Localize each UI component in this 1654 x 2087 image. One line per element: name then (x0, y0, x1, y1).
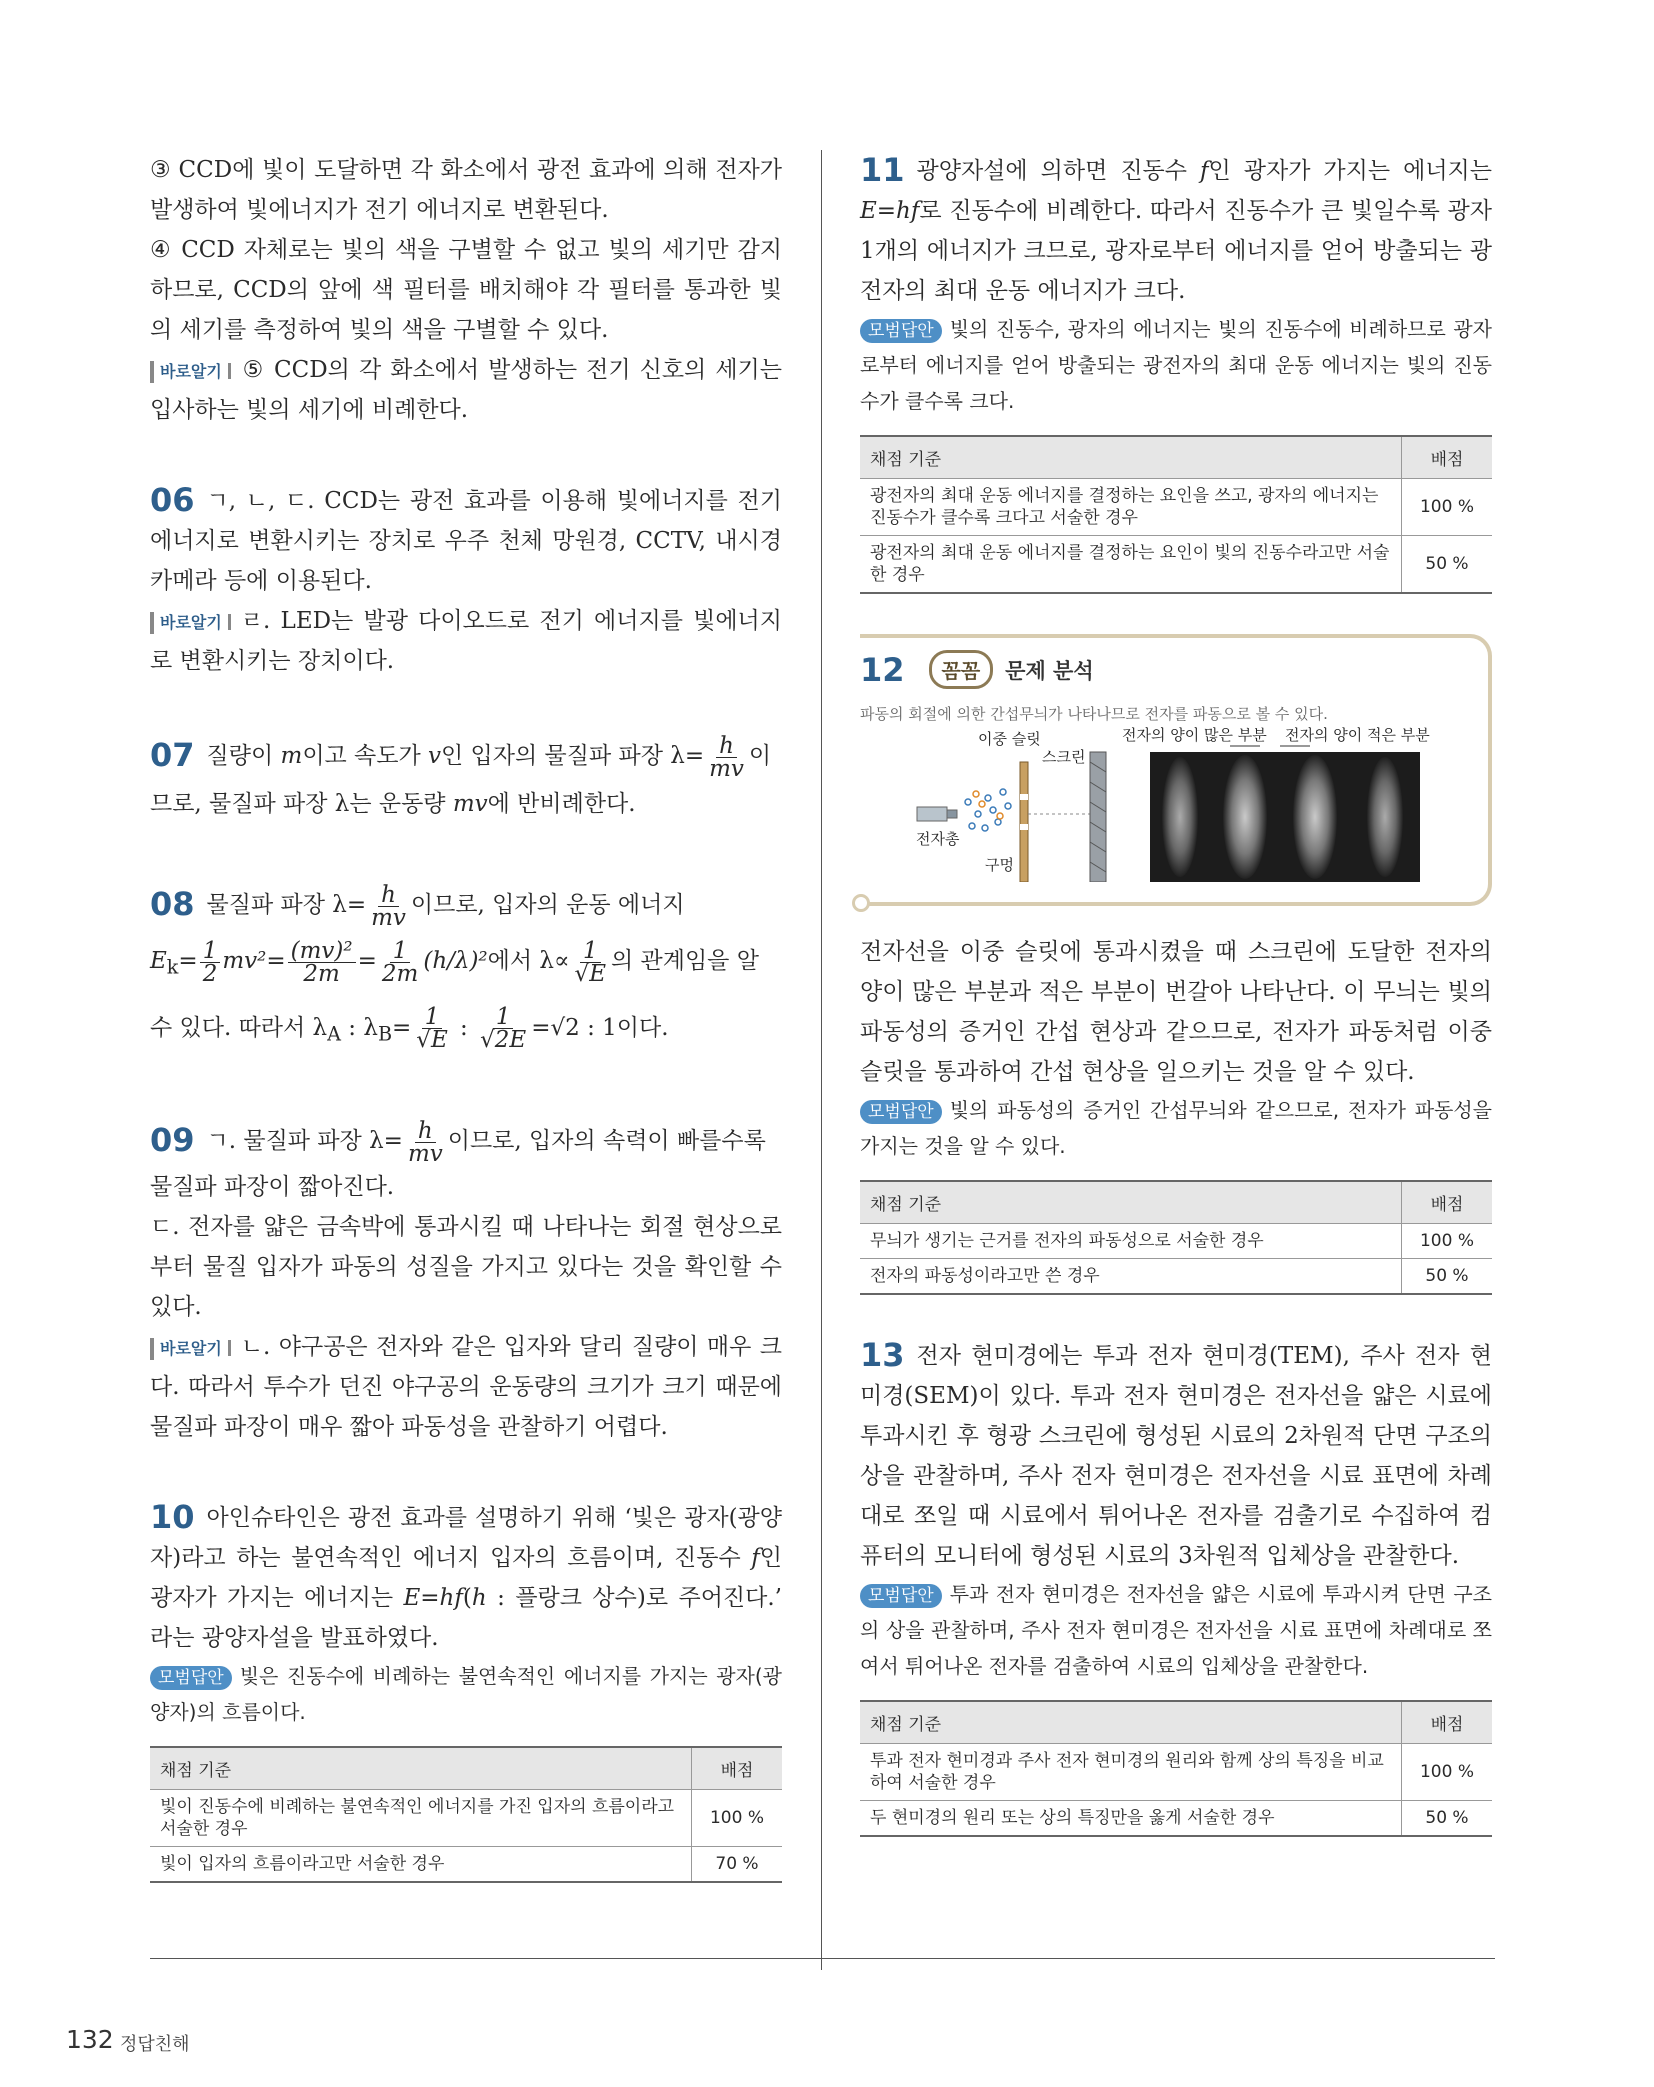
q08-eq3: = (392, 1014, 412, 1041)
frac-numerator: h (716, 735, 737, 758)
label-hole: 구멍 (985, 856, 1014, 874)
frac-numerator: 1 (200, 940, 221, 963)
q08-eq: = (178, 948, 198, 974)
table-header-criteria: 채점 기준 (860, 436, 1402, 479)
q11-score-table (860, 435, 1492, 594)
q09-paragraph-2: ㄷ. 전자를 얇은 금속박에 통과시킬 때 나타나는 회절 현상으로부터 물질 입자가 파동의 성질을 가지고 있다는 것을 확인할 수 있다. (150, 1214, 782, 1321)
model-badge: 모범답안 (860, 1100, 942, 1124)
label-screen: 스크린 (1042, 748, 1086, 766)
q10-model-text: 빛은 진동수에 비례하는 불연속적인 에너지를 가지는 광자(광양자)의 흐름이다. (150, 1664, 782, 1725)
q07-text-e: 므로, 물질파 파장 λ는 운동량 (150, 791, 453, 817)
q11-text-a: 광양자설에 의하면 진동수 (916, 158, 1200, 184)
q08-ek-sub: k (166, 955, 179, 979)
q11-paragraph (860, 150, 1492, 311)
q08-frac-mv2 (288, 937, 356, 987)
table-cell: 광전자의 최대 운동 에너지를 결정하는 요인이 빛의 진동수라고만 서술한 경우 (860, 536, 1402, 594)
frac-numerator: 1 (390, 940, 411, 963)
frac-denominator: 2m (381, 960, 419, 987)
q11-number: 11 (860, 151, 905, 189)
electron-gun-nozzle-icon (947, 810, 957, 818)
q10-var-h: h (471, 1585, 487, 1612)
q08-line-3: 수 있다. 따라서 $\lambda_A$ : $\lambda_B=$ $\frac{1}{√E}$ : $\frac{1}{√2E}$ =√2 : 1이다. (150, 1004, 669, 1054)
table-header-points: 배점 (692, 1747, 783, 1790)
q08-text-c: 에서 λ∝ (487, 948, 570, 974)
table-row (860, 1224, 1492, 1259)
electron-gun-icon (917, 807, 947, 821)
q09-wrong-paragraph (150, 1327, 782, 1447)
footer-rule (150, 1958, 1495, 1959)
q09-fraction (405, 1117, 446, 1167)
analysis-title: 문제 분석 (1005, 658, 1094, 683)
q10-var-f: f (751, 1545, 760, 1572)
q13-model-text: 투과 전자 현미경은 전자선을 얇은 시료에 투과시켜 단면 구조의 상을 관찰하며, 주사 전자 현미경은 전자선을 시료 표면에 차례대로 쪼여서 튀어나온 전자를 검출하여 시료의 입체상을 관찰한다. (860, 1582, 1492, 1678)
frac-denominator: √2E (480, 1027, 527, 1054)
table-row (150, 1790, 782, 1847)
kk-badge: 꼼꼼 (929, 650, 994, 689)
q08-frac-2m (379, 937, 421, 987)
table-cell: 빛이 진동수에 비례하는 불연속적인 에너지를 가진 입자의 흐름이라고 서술한 경우 (150, 1790, 692, 1847)
analysis-note: 파동의 회절에 의한 간섭무늬가 나타나므로 전자를 파동으로 볼 수 있다. (860, 705, 1328, 723)
q07-var-v: v (428, 743, 442, 769)
table-header-row (860, 1181, 1492, 1224)
intro-paragraph-4: ④ CCD 자체로는 빛의 색을 구별할 수 없고 빛의 세기만 감지하므로, CCD의 앞에 색 필터를 배치해야 각 필터를 통과한 빛의 세기를 측정하여 빛의 색을 구별할 수 있다. (150, 237, 782, 343)
label-double-slit: 이중 슬릿 (978, 730, 1041, 748)
frac-numerator: 1 (422, 1006, 443, 1029)
table-header-criteria: 채점 기준 (860, 1181, 1402, 1224)
question-10 (150, 1497, 782, 1883)
slit-gap-icon (1020, 824, 1028, 830)
q10-score-table (150, 1746, 782, 1883)
frac-denominator: 2m (303, 960, 340, 987)
frac-numerator: h (415, 1120, 436, 1143)
wrong-tag: 바로알기 (150, 1338, 237, 1360)
q12-number: 12 (860, 650, 905, 689)
q10-text-c: ( (462, 1585, 472, 1612)
q13-model-answer (860, 1576, 1492, 1684)
model-badge: 모범답안 (860, 319, 942, 343)
q13-score-table (860, 1700, 1492, 1837)
q08-sub-b: B (377, 1022, 393, 1046)
electron-dots-icon (965, 789, 1011, 831)
interference-band-icon (1162, 757, 1198, 877)
table-cell-points: 100 % (1402, 1224, 1493, 1259)
table-header-points: 배점 (1402, 436, 1493, 479)
q10-model-answer (150, 1658, 782, 1730)
q09-number: 09 (150, 1121, 195, 1160)
frac-denominator: 2 (202, 960, 218, 987)
q08-frac-sqrt-2e (477, 1004, 529, 1054)
q10-text-b: 인 광자가 가지는 에너지는 (150, 1545, 782, 1612)
question-07 (150, 731, 782, 828)
table-cell: 빛이 입자의 흐름이라고만 서술한 경우 (150, 1847, 692, 1883)
frac-denominator: mv (371, 904, 406, 931)
table-cell-points: 70 % (692, 1847, 783, 1883)
q08-colon: : λ (340, 1014, 378, 1041)
table-cell: 광전자의 최대 운동 에너지를 결정하는 요인을 쓰고, 광자의 에너지는 진동수가 클수록 크다고 서술한 경우 (860, 479, 1402, 536)
q10-number: 10 (150, 1498, 195, 1537)
q08-number: 08 (150, 885, 195, 923)
table-cell-points: 100 % (692, 1790, 783, 1847)
intro-paragraph-3: ③ CCD에 빛이 도달하면 각 화소에서 광전 효과에 의해 전자가 발생하여 빛에너지가 전기 에너지로 변환된다. (150, 157, 782, 223)
frac-numerator: h (378, 884, 399, 907)
q07-number: 07 (150, 736, 195, 774)
q08-line-1 (150, 878, 782, 931)
question-09 (150, 1114, 782, 1447)
frac-denominator: √E (574, 960, 606, 987)
q07-text-f: 에 반비례한다. (487, 791, 636, 817)
q08-text-e: 수 있다. 따라서 λ (150, 1014, 328, 1041)
interference-band-icon (1223, 755, 1267, 879)
q09-line-2: 물질파 파장이 짧아진다. (150, 1174, 395, 1201)
label-few-electrons: 전자의 양이 적은 부분 (1285, 726, 1430, 744)
question-13 (860, 1335, 1492, 1837)
q06-wrong-paragraph (150, 601, 782, 681)
q08-frac-sqrt-e (413, 1004, 450, 1054)
intro-wrong-paragraph (150, 350, 782, 430)
q07-text-b: 이고 속도가 (302, 743, 429, 769)
right-column (860, 150, 1492, 1837)
q08-line-2 (150, 931, 782, 998)
table-row (860, 1744, 1492, 1801)
double-slit-figure (860, 726, 1478, 882)
q08-frac-half (200, 937, 221, 987)
table-cell-points: 50 % (1402, 536, 1493, 594)
q09-text-a: ㄱ. 물질파 파장 λ= (206, 1128, 403, 1155)
q10-text-d: : 플랑크 상수)로 주어진다.’ 라는 광양자설을 발표하였다. (150, 1585, 782, 1652)
q06-wrong-text: ㄹ. LED는 발광 다이오드로 전기 에너지를 빛에너지로 변환시키는 장치이다. (150, 608, 782, 674)
q08-frac-sqrt-ek (572, 937, 609, 987)
left-column (150, 150, 782, 1883)
q11-formula: E=hf (860, 198, 920, 224)
table-cell: 전자의 파동성이라고만 쓴 경우 (860, 1259, 1402, 1295)
q06-text: ㄱ, ㄴ, ㄷ. CCD는 광전 효과를 이용해 빛에너지를 전기 에너지로 변환시키는 장치로 우주 천체 망원경, CCTV, 내시경 카메라 등에 이용된다. (150, 488, 782, 594)
wrong-tag: 바로알기 (150, 612, 237, 634)
table-cell-points: 100 % (1402, 479, 1493, 536)
q10-paragraph (150, 1497, 782, 1658)
q07-var-mv: mv (452, 791, 488, 817)
q07-paragraph (150, 731, 782, 828)
q11-text-b: 인 광자가 가지는 에너지는 (1208, 158, 1492, 184)
question-08 (150, 878, 782, 1064)
q12-score-table (860, 1180, 1492, 1295)
q13-paragraph (860, 1335, 1492, 1576)
table-cell-points: 50 % (1402, 1259, 1493, 1295)
table-cell-points: 100 % (1402, 1744, 1493, 1801)
q08-text-b: 이므로, 입자의 운동 에너지 (410, 892, 685, 918)
interference-band-icon (1293, 755, 1337, 879)
table-cell: 무늬가 생기는 근거를 전자의 파동성으로 서술한 경우 (860, 1224, 1402, 1259)
frac-numerator: 1 (580, 940, 601, 963)
q09-wrong-text: ㄴ. 야구공은 전자와 같은 입자와 달리 질량이 매우 크다. 따라서 투수가 던진 야구공의 운동량의 크기가 크기 때문에 물질파 파장이 매우 짧아 파동성을 관찰하기 어렵다. (150, 1334, 782, 1441)
q07-fraction (706, 732, 747, 782)
q11-text-c: 로 진동수에 비례한다. 따라서 진동수가 큰 빛일수록 광자 1개의 에너지가 크므로, 광자로부터 에너지를 얻어 방출되는 광전자의 최대 운동 에너지가 크다. (860, 198, 1492, 304)
label-electron-gun: 전자총 (916, 830, 960, 848)
table-header-criteria: 채점 기준 (860, 1701, 1402, 1744)
q08-text-d: 의 관계임을 알 (611, 948, 759, 974)
frac-numerator: 1 (493, 1006, 514, 1029)
q12-model-answer (860, 1092, 1492, 1164)
q11-model-text: 빛의 진동수, 광자의 에너지는 빛의 진동수에 비례하므로 광자로부터 에너지를 얻어 방출되는 광전자의 최대 운동 에너지는 빛의 진동수가 클수록 크다. (860, 317, 1492, 413)
footer-section: 정답친해 (120, 2034, 190, 2055)
table-cell: 두 현미경의 원리 또는 상의 특징만을 옳게 서술한 경우 (860, 1801, 1402, 1837)
q09-text-b: 이므로, 입자의 속력이 빠를수록 (447, 1128, 766, 1155)
double-slit-icon (1020, 762, 1028, 882)
table-header-points: 배점 (1402, 1701, 1493, 1744)
q11-var-f: f (1200, 158, 1209, 184)
q09-line-1 (150, 1114, 782, 1167)
screen-icon (1090, 752, 1106, 882)
label-many-electrons: 전자의 양이 많은 부분 (1122, 726, 1267, 744)
question-11 (860, 150, 1492, 594)
q13-number: 13 (860, 1336, 905, 1374)
interference-band-icon (1367, 757, 1403, 877)
q12-paragraph: 전자선을 이중 슬릿에 통과시켰을 때 스크린에 도달한 전자의 양이 많은 부분과 적은 부분이 번갈아 나타난다. 이 무늬는 빛의 파동성의 증거인 간섭 현상과 같으므로, 전자가 파동처럼 이중 슬릿을 통과하여 간섭 현상을 일으키는 것을 알 수 있다. (860, 939, 1492, 1085)
frac-denominator: mv (709, 755, 744, 782)
q08-eq-2: = (357, 948, 377, 974)
table-cell-points: 50 % (1402, 1801, 1493, 1837)
q12-analysis-box (860, 634, 1492, 906)
table-row (860, 479, 1492, 536)
q08-text-a: 물질파 파장 λ= (206, 892, 367, 918)
intro-block (150, 150, 782, 430)
intro-wrong-text: ⑤ CCD의 각 화소에서 발생하는 전기 신호의 세기는 입사하는 빛의 세기에 비례한다. (150, 357, 782, 423)
q08-paren: (h/λ)² (423, 948, 488, 974)
wrong-tag: 바로알기 (150, 361, 237, 383)
table-header-row (150, 1747, 782, 1790)
q12-analysis-header (860, 650, 1478, 689)
table-row (150, 1847, 782, 1883)
q07-text-a: 질량이 (206, 743, 281, 769)
question-06 (150, 480, 782, 681)
table-row (860, 1259, 1492, 1295)
table-row (860, 536, 1492, 594)
column-divider (821, 150, 822, 1970)
q11-model-answer (860, 311, 1492, 419)
q08-sub-a: A (327, 1022, 341, 1046)
q06-paragraph (150, 480, 782, 601)
q08-ek: E (150, 948, 167, 974)
frac-denominator: mv (407, 1140, 443, 1167)
q06-number: 06 (150, 481, 195, 519)
q12-model-text: 빛의 파동성의 증거인 간섭무늬와 같으므로, 전자가 파동성을 가지는 것을 알 수 있다. (860, 1098, 1492, 1158)
frac-denominator: √E (416, 1027, 448, 1054)
q08-mv2: mv²= (222, 948, 286, 974)
model-badge: 모범답안 (860, 1584, 942, 1608)
q10-text-a: 아인슈타인은 광전 효과를 설명하기 위해 ‘빛은 광자(광양자)라고 하는 불연속적인 에너지 입자의 흐름이며, 진동수 (150, 1505, 782, 1572)
model-badge: 모범답안 (150, 1666, 232, 1690)
table-row (860, 1801, 1492, 1837)
question-12 (860, 634, 1492, 1295)
table-header-row (860, 1701, 1492, 1744)
q07-text-c: 인 입자의 물질파 파장 λ= (441, 743, 705, 769)
table-header-criteria: 채점 기준 (150, 1747, 692, 1790)
table-header-row (860, 436, 1492, 479)
page-number: 132 (66, 2025, 114, 2054)
q08-text-f: =√2 : 1이다. (531, 1014, 669, 1041)
q10-formula: E=hf (403, 1585, 463, 1612)
table-header-points: 배점 (1402, 1181, 1493, 1224)
q08-fraction (368, 881, 409, 931)
q07-text-d: 이 (748, 743, 772, 769)
double-slit-diagram (860, 732, 1480, 882)
slit-gap-icon (1020, 794, 1028, 800)
q07-var-m: m (280, 743, 303, 769)
box-end-dot-icon (852, 894, 870, 912)
frac-numerator: (mv)² (288, 940, 356, 963)
table-cell: 투과 전자 현미경과 주사 전자 현미경의 원리와 함께 상의 특징을 비교하여 서술한 경우 (860, 1744, 1402, 1801)
q13-text: 전자 현미경에는 투과 전자 현미경(TEM), 주사 전자 현미경(SEM)이 있다. 투과 전자 현미경은 전자선을 얇은 시료에 투과시킨 후 형광 스크린에 형성된 시료의 2차원적 단면 구조의 상을 관찰하며, 주사 전자 현미경은 전자선을 시료 표면에 차례대로 쪼일 때 시료에서 튀어나온 전자를 검출기로 수집하여 컴퓨터의 모니터에 형성된 시료의 3차원적 입체상을 관찰한다. (860, 1343, 1492, 1569)
